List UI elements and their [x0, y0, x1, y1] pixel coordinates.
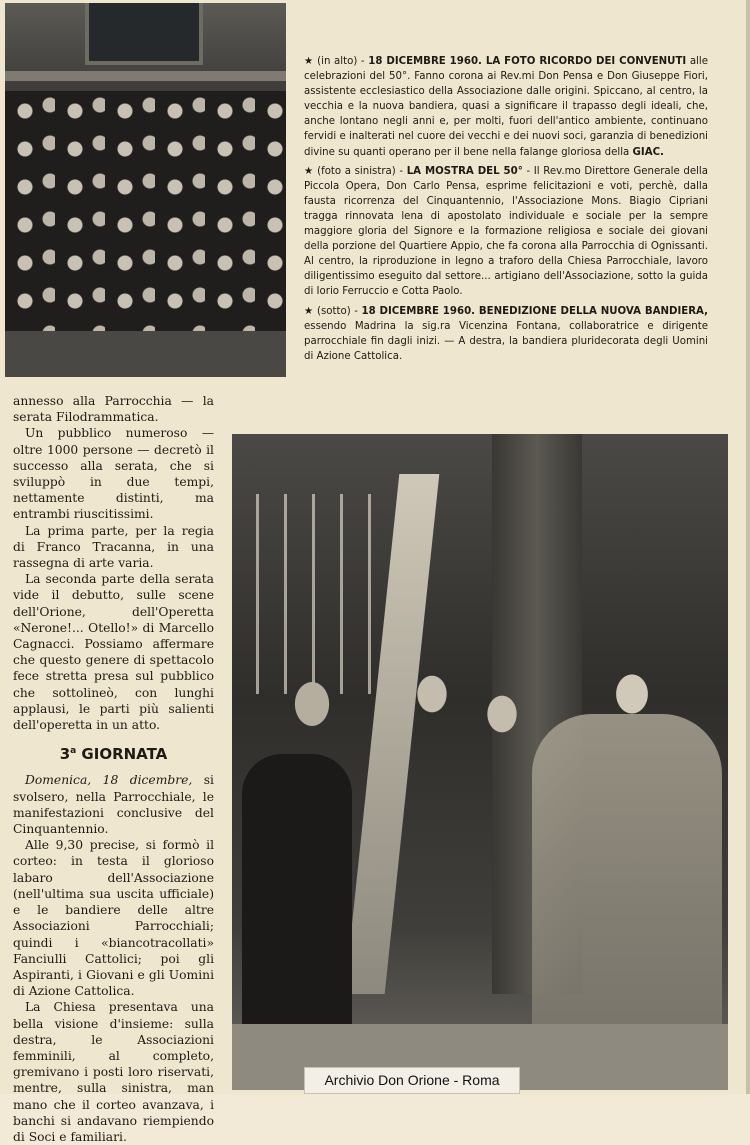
- photo-window: [85, 3, 203, 65]
- article-paragraph: La prima parte, per la regia di Franco Tracanna, in una rassegna di arte varia.: [13, 523, 214, 571]
- caption-date: 18 DICEMBRE 1960.: [361, 305, 476, 317]
- archive-watermark: Archivio Don Orione - Roma: [304, 1067, 520, 1094]
- caption-body: - Il Rev.mo Direttore Generale della Piccola Opera, Don Carlo Pensa, esprime felicitazioni e voti, perchè, dalla fausta ricorrenza del Cinquantennio, l'Associazione Mons. Biagio Cipriani tragga rinnovata lena di apostolato individuale e sociale per la sempre maggiore gloria del Signore e la formazione religiosa e sociale dei giovani della porzione del Quartiere Appio, che fa corona alla Parrocchia di Ognissanti. Al centro, la riproduzione in legno a traforo della Chiesa Parrocchiale, lavoro diligentissimo eseguito dal settore... artigiano dell'Associazione, sotto la guida di Iorio Ferruccio e Cotta Paolo.: [304, 165, 708, 298]
- photo-floor: [5, 331, 286, 377]
- photo-captions: [304, 54, 708, 368]
- caption-top: [304, 54, 708, 160]
- photo-priest: [532, 714, 722, 1034]
- section-heading: [13, 743, 214, 762]
- page-edge: [746, 0, 750, 1094]
- caption-tag: ★ (foto a sinistra) -: [304, 165, 407, 177]
- photo-madrina: [242, 754, 352, 1054]
- caption-headline: LA MOSTRA DEL 50°: [406, 165, 523, 177]
- caption-left: [304, 164, 708, 300]
- photo-ledge: [5, 71, 286, 81]
- heading-superscript: a: [70, 746, 77, 757]
- article-text: si svolsero, nella Parrocchiale, le manifestazioni conclusive del Cinquantennio.: [13, 773, 214, 837]
- article-column: [13, 393, 214, 1145]
- caption-body: alle celebrazioni del 50°. Fanno corona ai Rev.mi Don Pensa e Don Giuseppe Fiori, assistente ecclesiastico della Associazione dalle origini. Spiccano, al centro, la vecchia e la nuova bandiera, quasi a significare il trapasso degli ideali, che, anche lontano negli anni e, per molti, fuori dell'antico ambiente, continuano fervidi e inalterati nel cuore dei vecchi e dei nuovi soci, garanzia di benedizioni divine su quanti operano per il bene nella falange gloriosa della: [304, 56, 708, 158]
- caption-tag: ★ (in alto) -: [304, 56, 369, 67]
- article-date: Domenica, 18 dicembre,: [25, 773, 193, 788]
- caption-headline: BENEDIZIONE DELLA NUOVA BANDIERA,: [475, 305, 708, 317]
- caption-headline: LA FOTO RICORDO DEI CONVENUTI: [481, 56, 687, 67]
- article-paragraph: La Chiesa presentava una bella visione d'insieme: sulla destra, le Associazioni femminili, al completo, gremivano i posti loro riservati, mentre, sulla sinistra, man mano che il corteo avanzava, i banchi si andavano riempiendo di Soci e familiari.: [13, 1000, 214, 1144]
- caption-bottom: [304, 304, 708, 364]
- photo-crowd: [5, 91, 286, 331]
- article-paragraph: Alle 9,30 precise, si formò il corteo: in testa il glorioso labaro dell'Associazione (nell'ultima sua uscita ufficiale) e le bandiere delle altre Associazioni Parrocchiali; quindi i «biancotracollati» Fanciulli Cattolici; poi gli Aspiranti, i Giovani e gli Uomini di Azione Cattolica.: [13, 838, 214, 999]
- article-paragraph: [13, 772, 214, 837]
- caption-tag: ★ (sotto) -: [304, 305, 362, 317]
- caption-body: essendo Madrina la sig.ra Vicenzina Fontana, collaboratrice e dirigente parrocchiale fin dagli inizi. — A destra, la bandiera pluridecorata degli Uomini di Azione Cattolica.: [304, 320, 708, 362]
- heading-number: 3: [59, 745, 71, 764]
- caption-date: 18 DICEMBRE 1960.: [368, 56, 482, 67]
- article-paragraph: annesso alla Parrocchia — la serata Filodrammatica.: [13, 394, 214, 425]
- caption-end: GIAC.: [632, 146, 664, 158]
- article-paragraph: La seconda parte della serata vide il debutto, sulle scene dell'Orione, dell'Operetta «Nerone!... Otello!» di Marcello Cagnacci. Possiamo affermare che questo genere di spettacolo fece stretta presa sul pubblico che sottolineò, con lunghi applausi, le parti più salienti dell'operetta in un atto.: [13, 572, 214, 733]
- photo-flag-blessing: [232, 434, 728, 1090]
- article-paragraph: Un pubblico numeroso — oltre 1000 persone — decretò il successo alla serata, che si sviluppò in due tempi, nettamente distinti, ma entrambi riuscitissimi.: [13, 426, 214, 522]
- heading-text: GIORNATA: [76, 745, 168, 764]
- photo-group-portrait: [5, 3, 286, 377]
